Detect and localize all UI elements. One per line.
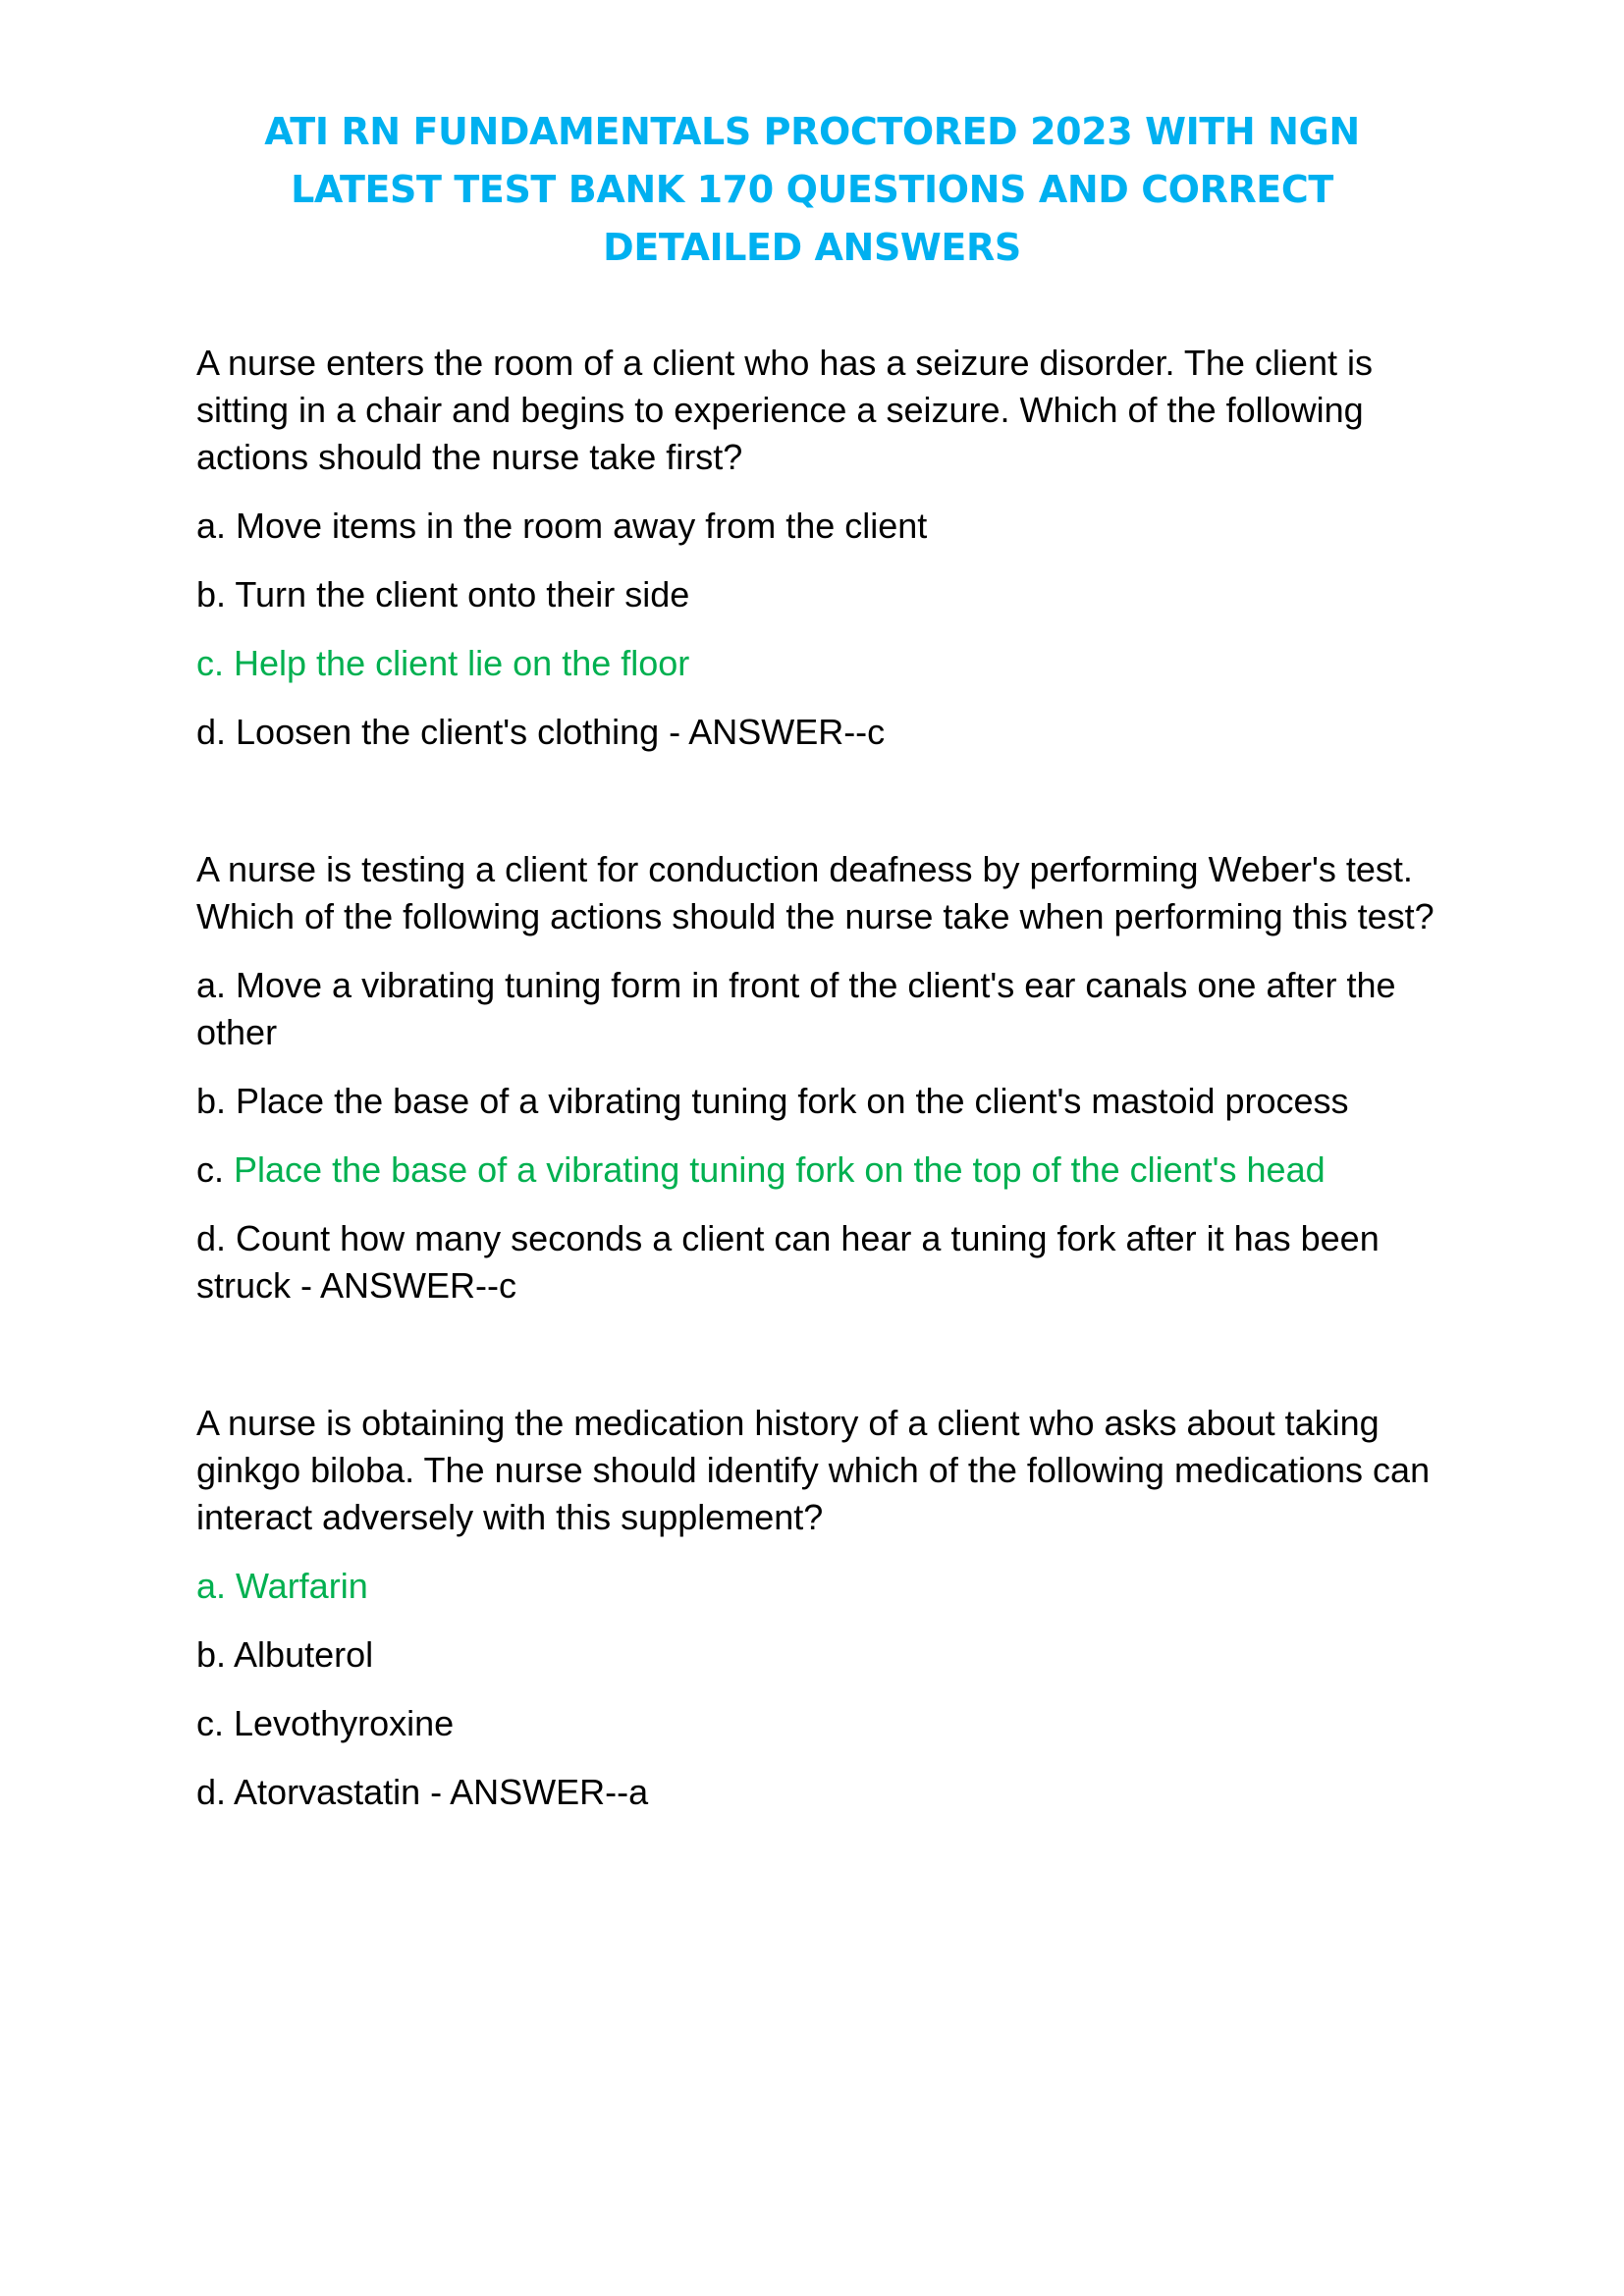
question-2-option-a: a. Move a vibrating tuning form in front of the client's ear canals one after the other [196, 965, 1396, 1052]
question-3-option-c: c. Levothyroxine [196, 1703, 455, 1743]
question-1-stem: A nurse enters the room of a client who has a seizure disorder. The client is sitting in a chair and begins to experience a seizure. Which of the following actions should the nurse take first? [196, 343, 1373, 477]
question-2-option-c-correct: Place the base of a vibrating tuning fork on the top of the client's head [234, 1149, 1326, 1190]
question-block-3 [196, 1400, 1473, 1816]
document-title: ATI RN FUNDAMENTALS PROCTORED 2023 WITH NGN LATEST TEST BANK 170 QUESTIONS AND CORRECT DETAILED ANSWERS [264, 110, 1360, 269]
question-2-stem: A nurse is testing a client for conduction deafness by performing Weber's test. Which of the following actions should the nurse take when performing this test? [196, 849, 1435, 936]
question-3-option-a-correct: a. Warfarin [196, 1566, 368, 1606]
question-3-option-b: b. Albuterol [196, 1634, 374, 1675]
question-2-option-c [196, 1147, 1473, 1194]
question-1-option-b: b. Turn the client onto their side [196, 574, 690, 614]
question-2-option-c-prefix: c. [196, 1149, 235, 1190]
question-2-option-b: b. Place the base of a vibrating tuning fork on the client's mastoid process [196, 1081, 1349, 1121]
question-2-option-d: d. Count how many seconds a client can hear a tuning fork after it has been struck - ANSWER--c [196, 1218, 1380, 1306]
question-3-stem: A nurse is obtaining the medication history of a client who asks about taking ginkgo biloba. The nurse should identify which of the following medications can interact adversely with this supplement? [196, 1403, 1431, 1537]
question-1-option-a: a. Move items in the room away from the client [196, 506, 928, 546]
question-block-1 [196, 340, 1473, 756]
question-list [196, 340, 1473, 1906]
question-block-2 [196, 846, 1473, 1309]
question-3-option-d: d. Atorvastatin - ANSWER--a [196, 1772, 649, 1812]
question-1-option-c-correct: c. Help the client lie on the floor [196, 643, 690, 683]
question-1-option-d: d. Loosen the client's clothing - ANSWER--c [196, 712, 886, 752]
